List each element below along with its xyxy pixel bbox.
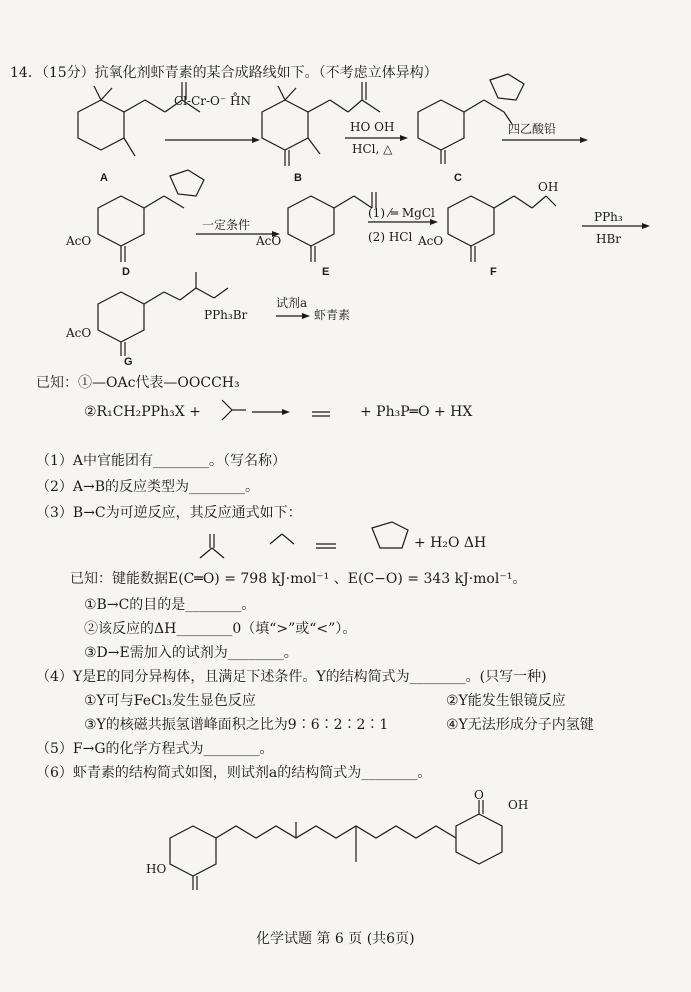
structure-F xyxy=(448,196,556,262)
astaxanthin-structure xyxy=(170,800,502,890)
q3-part-1: ①B→C的目的是________。 xyxy=(84,597,256,613)
q3-part-2: ②该反应的ΔH________0（填“>”或“<”）。 xyxy=(84,621,357,637)
reagent-b-to-c-top: HO OH xyxy=(350,120,395,134)
question-4: （4）Y是E的同分异构体，且满足下述条件。Y的结构简式为________。(只写一种) xyxy=(36,669,547,685)
label-A: A xyxy=(100,172,108,184)
structure-C xyxy=(418,74,524,164)
page-footer: 化学试题 第 6 页 (共6页) xyxy=(256,931,415,947)
known-eq2-right: + Ph₃P═O + HX xyxy=(360,404,473,420)
label-F: F xyxy=(490,266,497,278)
q4-condition-4: ④Y无法形成分子内氢键 xyxy=(446,717,594,733)
hydroxyl-F: OH xyxy=(538,180,559,194)
acetoxy-E: AcO xyxy=(256,234,282,248)
reagent-d-to-e: 一定条件 xyxy=(202,218,251,232)
label-E: E xyxy=(322,266,330,278)
q3-equation-graphics xyxy=(200,522,408,558)
q3-part-3: ③D→E需加入的试剂为________。 xyxy=(84,645,298,661)
question-5: （5）F→G的化学方程式为________。 xyxy=(36,741,274,757)
structure-D xyxy=(98,170,204,262)
astaxanthin-ho: HO xyxy=(146,862,167,876)
g-phosphonium: PPh₃Br xyxy=(204,308,248,322)
q3-bond-energy: 已知：键能数据E(C═O) = 798 kJ·mol⁻¹ 、E(C−O) = 343 kJ·mol⁻¹。 xyxy=(70,571,527,587)
label-C: C xyxy=(454,172,462,184)
q4-condition-2: ②Y能发生银镜反应 xyxy=(446,693,566,709)
reagent-f-to-g-1: PPh₃ xyxy=(594,210,623,224)
label-G: G xyxy=(124,356,133,368)
acetoxy-F: AcO xyxy=(418,234,444,248)
question-1: （1）A中官能团有________。（写名称） xyxy=(36,453,287,469)
reagent-f-to-g-2: HBr xyxy=(596,232,622,246)
known-eq2-left: ②R₁CH₂PPh₃X + xyxy=(84,404,201,420)
astaxanthin-o: O xyxy=(474,788,484,802)
question-3: （3）B→C为可逆反应，其反应通式如下： xyxy=(36,505,302,521)
q4-condition-1: ①Y可与FeCl₃发生显色反应 xyxy=(84,693,256,709)
question-6: （6）虾青素的结构简式如图，则试剂a的结构简式为________。 xyxy=(36,765,432,781)
reagent-a-to-b: Cl-Cr-O⁻ H̊N xyxy=(174,94,251,108)
reagent-b-to-c-bottom: HCl, △ xyxy=(352,142,393,156)
known-1: 已知：①—OAc代表—OOCCH₃ xyxy=(36,375,240,391)
product-astaxanthin: 虾青素 xyxy=(314,308,351,322)
question-header: 14．（15分）抗氧化剂虾青素的某合成路线如下。（不考虑立体异构） xyxy=(10,65,438,81)
question-2: （2）A→B的反应类型为________。 xyxy=(36,479,260,495)
reagent-a-label: 试剂a xyxy=(276,296,308,310)
label-B: B xyxy=(294,172,302,184)
label-D: D xyxy=(122,266,130,278)
astaxanthin-oh: OH xyxy=(508,798,529,812)
known-eq2-graphics xyxy=(222,400,330,420)
acetoxy-D: AcO xyxy=(66,234,92,248)
reagent-e-to-f-2: (2) HCl xyxy=(368,230,413,244)
reagent-e-to-f-1: (1) ⁄═ MgCl xyxy=(368,206,435,220)
acetoxy-G: AcO xyxy=(66,326,92,340)
q4-condition-3: ③Y的核磁共振氢谱峰面积之比为9∶6∶2∶2∶1 xyxy=(84,717,389,733)
reagent-c-to-d: 四乙酸铅 xyxy=(508,122,557,136)
structure-E xyxy=(288,192,376,262)
q3-equation-tail: + H₂O ΔH xyxy=(414,535,487,551)
